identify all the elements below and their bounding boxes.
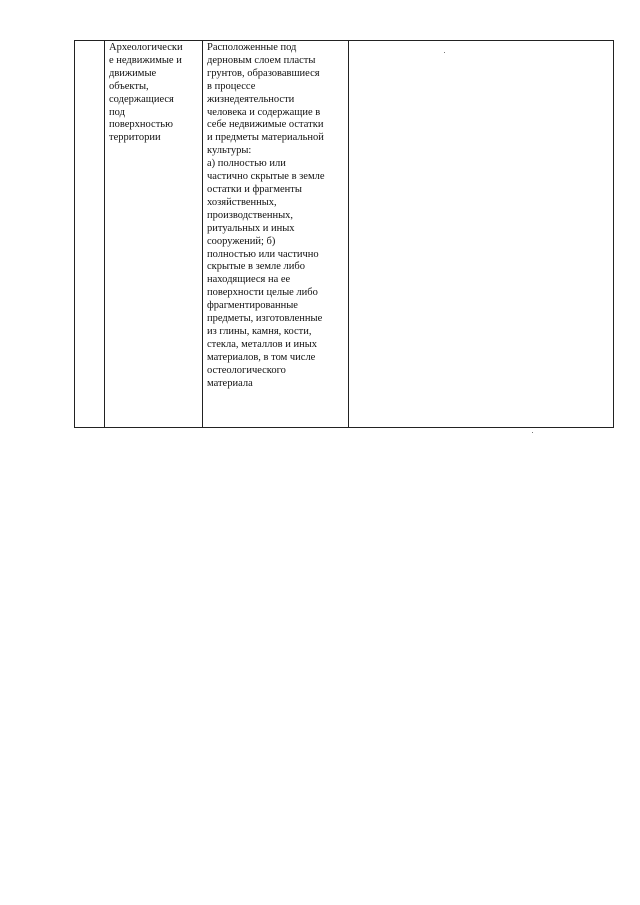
object-name: Археологически е недвижимые и движимые объекты, содержащиеся под поверхностью территории xyxy=(109,42,183,144)
object-description: Расположенные под дерновым слоем пласты грунтов, образовавшиеся в процессе жизнедеятельности человека и содержащие в себе недвижимые остатки и предметы материальной культуры: а) полностью или частично скрытые в земле остатки и фрагменты хозяйственных, производственных, ритуальных и иных сооружений; б) полностью или частично скрытые в земле либо находящиеся на ее поверхности целые либо фрагментированные предметы, изготовленные из глины, камня, кости, стекла, металлов и иных материалов, в том числе остеологического материала xyxy=(207,42,325,389)
scan-speck xyxy=(532,432,533,433)
note-cell xyxy=(349,41,614,428)
table-row xyxy=(75,41,614,428)
row-number-cell xyxy=(75,41,105,428)
description-cell xyxy=(203,41,349,428)
scan-speck xyxy=(444,52,445,53)
archaeology-table xyxy=(74,40,614,428)
object-name-cell xyxy=(105,41,203,428)
